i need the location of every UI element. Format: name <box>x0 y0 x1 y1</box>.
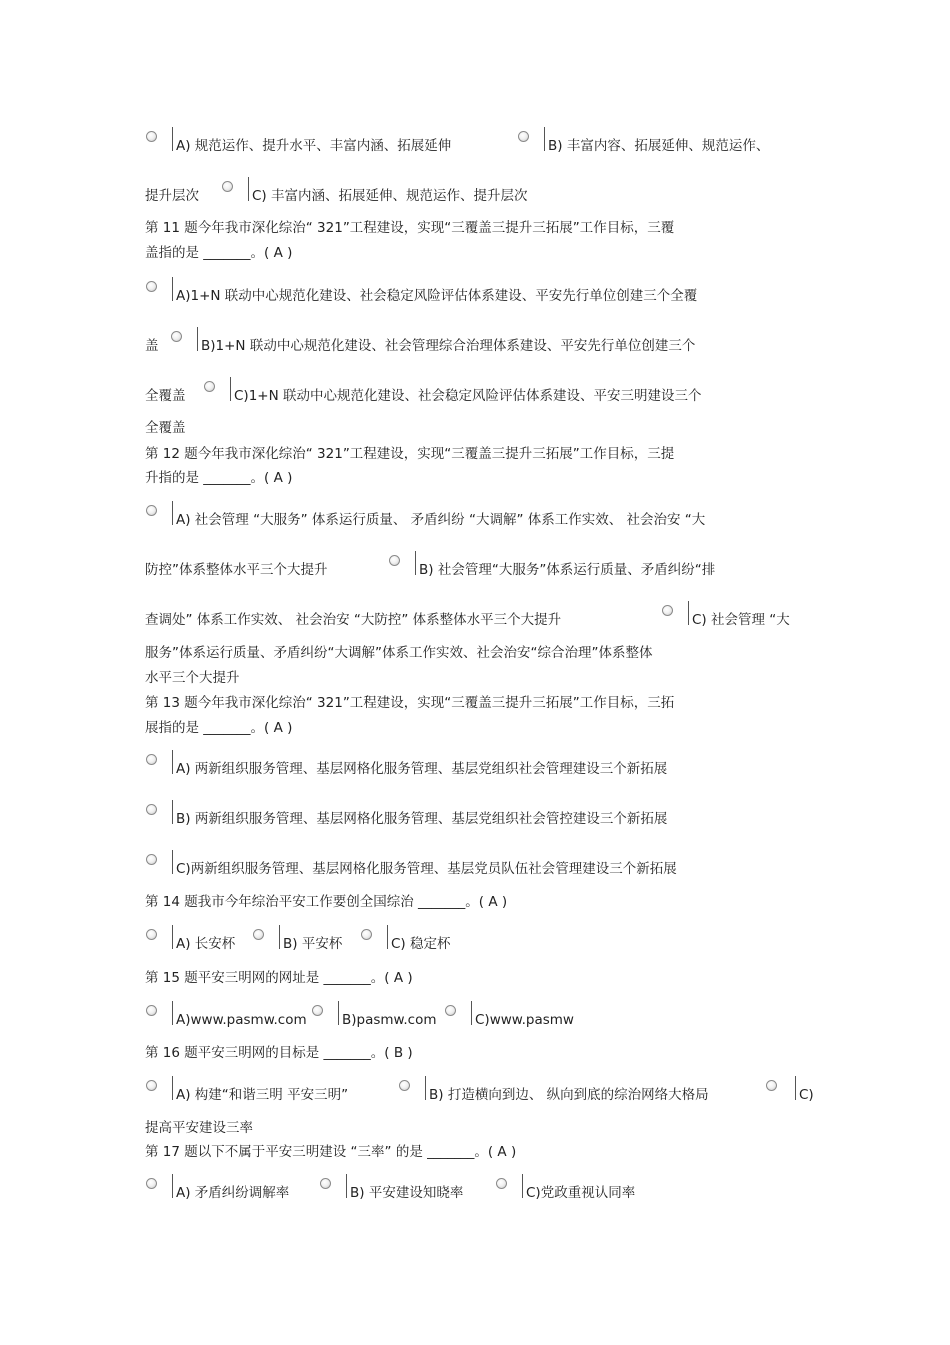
option-divider <box>471 1001 472 1025</box>
option-divider <box>346 1174 347 1198</box>
option-divider <box>415 551 416 575</box>
radio-q13-c[interactable] <box>146 854 157 865</box>
radio-q11-c[interactable] <box>204 381 215 392</box>
option-q17-c-label[interactable]: C)党政重视认同率 <box>526 1185 636 1201</box>
option-q14-b-label[interactable]: B) 平安杯 <box>283 936 343 952</box>
question-11-stem-line-1: 第 11 题今年我市深化综治“ 321”工程建设，实现“三覆盖三提升三拓展”工作目标，三覆 <box>145 220 675 236</box>
option-divider <box>544 127 545 151</box>
option-q11-a-continuation: 盖 <box>145 338 159 354</box>
option-divider <box>172 1174 173 1198</box>
option-q16-c-label[interactable]: C) <box>799 1087 814 1103</box>
radio-q13-b[interactable] <box>146 804 157 815</box>
option-divider <box>172 1001 173 1025</box>
option-divider <box>172 925 173 949</box>
radio-q15-a[interactable] <box>146 1005 157 1016</box>
option-q12-b-label[interactable]: B) 社会管理“大服务”体系运行质量、矛盾纠纷“排 <box>419 562 716 578</box>
radio-q14-a[interactable] <box>146 929 157 940</box>
radio-q10-c[interactable] <box>222 181 233 192</box>
option-divider <box>522 1174 523 1198</box>
question-12-stem-line-1: 第 12 题今年我市深化综治“ 321”工程建设，实现“三覆盖三提升三拓展”工作目标，三提 <box>145 446 675 462</box>
option-divider <box>279 925 280 949</box>
radio-q16-a[interactable] <box>146 1080 157 1091</box>
option-q17-b-label[interactable]: B) 平安建设知晓率 <box>350 1185 464 1201</box>
radio-q17-a[interactable] <box>146 1178 157 1189</box>
option-divider <box>197 327 198 351</box>
radio-q10-b[interactable] <box>518 131 529 142</box>
option-divider <box>795 1076 796 1100</box>
option-divider <box>172 127 173 151</box>
option-q12-a-label[interactable]: A) 社会管理 “大服务” 体系运行质量、 矛盾纠纷 “大调解” 体系工作实效、 社会治安 “大 <box>176 512 706 528</box>
option-q16-c-continuation: 提高平安建设三率 <box>145 1120 253 1136</box>
radio-q13-a[interactable] <box>146 754 157 765</box>
option-divider <box>688 601 689 625</box>
option-divider <box>387 925 388 949</box>
option-q16-a-label[interactable]: A) 构建“和谐三明 平安三明” <box>176 1087 349 1103</box>
radio-q16-b[interactable] <box>399 1080 410 1091</box>
option-q11-a-label[interactable]: A)1+N 联动中心规范化建设、社会稳定风险评估体系建设、平安先行单位创建三个全覆 <box>176 288 698 304</box>
option-q11-c-continuation: 全覆盖 <box>145 420 186 436</box>
radio-q12-c[interactable] <box>662 605 673 616</box>
option-q12-a-continuation: 防控”体系整体水平三个大提升 <box>145 562 328 578</box>
question-13-stem-line-1: 第 13 题今年我市深化综治“ 321”工程建设，实现“三覆盖三提升三拓展”工作目标，三拓 <box>145 695 675 711</box>
question-13-stem-line-2: 展指的是 _______。( A ) <box>145 720 293 736</box>
option-divider <box>172 501 173 525</box>
radio-q12-a[interactable] <box>146 505 157 516</box>
radio-q15-c[interactable] <box>445 1005 456 1016</box>
option-q11-b-label[interactable]: B)1+N 联动中心规范化建设、社会管理综合治理体系建设、平安先行单位创建三个 <box>201 338 696 354</box>
option-q11-c-label[interactable]: C)1+N 联动中心规范化建设、社会稳定风险评估体系建设、平安三明建设三个 <box>234 388 702 404</box>
option-divider <box>338 1001 339 1025</box>
option-divider <box>172 800 173 824</box>
option-q12-c-continuation-1: 服务”体系运行质量、矛盾纠纷“大调解”体系工作实效、社会治安“综合治理”体系整体 <box>145 645 653 661</box>
option-q11-b-continuation: 全覆盖 <box>145 388 186 404</box>
option-q13-c-label[interactable]: C)两新组织服务管理、基层网格化服务管理、基层党员队伍社会管理建设三个新拓展 <box>176 861 677 877</box>
option-q10-c-label[interactable]: C) 丰富内涵、拓展延伸、规范运作、提升层次 <box>252 188 528 204</box>
option-q15-b-label[interactable]: B)pasmw.com <box>342 1012 437 1028</box>
radio-q16-c[interactable] <box>766 1080 777 1091</box>
option-divider <box>230 377 231 401</box>
option-q12-c-label[interactable]: C) 社会管理 “大 <box>692 612 790 628</box>
option-divider <box>172 850 173 874</box>
option-q10-b-label[interactable]: B) 丰富内容、拓展延伸、规范运作、 <box>548 138 770 154</box>
radio-q11-a[interactable] <box>146 281 157 292</box>
option-q13-a-label[interactable]: A) 两新组织服务管理、基层网格化服务管理、基层党组织社会管理建设三个新拓展 <box>176 761 668 777</box>
question-15-stem: 第 15 题平安三明网的网址是 _______。( A ) <box>145 970 413 986</box>
option-q15-a-label[interactable]: A)www.pasmw.com <box>176 1012 307 1028</box>
option-q14-c-label[interactable]: C) 稳定杯 <box>391 936 451 952</box>
option-q10-b-continuation: 提升层次 <box>145 188 199 204</box>
radio-q17-c[interactable] <box>496 1178 507 1189</box>
radio-q14-b[interactable] <box>253 929 264 940</box>
radio-q12-b[interactable] <box>389 555 400 566</box>
option-divider <box>425 1076 426 1100</box>
radio-q14-c[interactable] <box>361 929 372 940</box>
option-divider <box>172 1076 173 1100</box>
option-divider <box>248 177 249 201</box>
radio-q17-b[interactable] <box>320 1178 331 1189</box>
option-q17-a-label[interactable]: A) 矛盾纠纷调解率 <box>176 1185 290 1201</box>
option-q10-a-label[interactable]: A) 规范运作、提升水平、丰富内涵、拓展延伸 <box>176 138 452 154</box>
option-q15-c-label[interactable]: C)www.pasmw <box>475 1012 574 1028</box>
question-11-stem-line-2: 盖指的是 _______。( A ) <box>145 245 293 261</box>
option-q12-b-continuation: 查调处” 体系工作实效、 社会治安 “大防控” 体系整体水平三个大提升 <box>145 612 562 628</box>
option-q14-a-label[interactable]: A) 长安杯 <box>176 936 236 952</box>
question-17-stem: 第 17 题以下不属于平安三明建设 “三率” 的是 _______。( A ) <box>145 1144 517 1160</box>
radio-q11-b[interactable] <box>171 331 182 342</box>
question-14-stem: 第 14 题我市今年综治平安工作要创全国综治 _______。( A ) <box>145 894 508 910</box>
question-16-stem: 第 16 题平安三明网的目标是 _______。( B ) <box>145 1045 413 1061</box>
option-q16-b-label[interactable]: B) 打造横向到边、 纵向到底的综治网络大格局 <box>429 1087 709 1103</box>
radio-q15-b[interactable] <box>312 1005 323 1016</box>
option-q12-c-continuation-2: 水平三个大提升 <box>145 670 240 686</box>
radio-q10-a[interactable] <box>146 131 157 142</box>
option-divider <box>172 277 173 301</box>
question-12-stem-line-2: 升指的是 _______。( A ) <box>145 470 293 486</box>
option-q13-b-label[interactable]: B) 两新组织服务管理、基层网格化服务管理、基层党组织社会管控建设三个新拓展 <box>176 811 668 827</box>
option-divider <box>172 750 173 774</box>
